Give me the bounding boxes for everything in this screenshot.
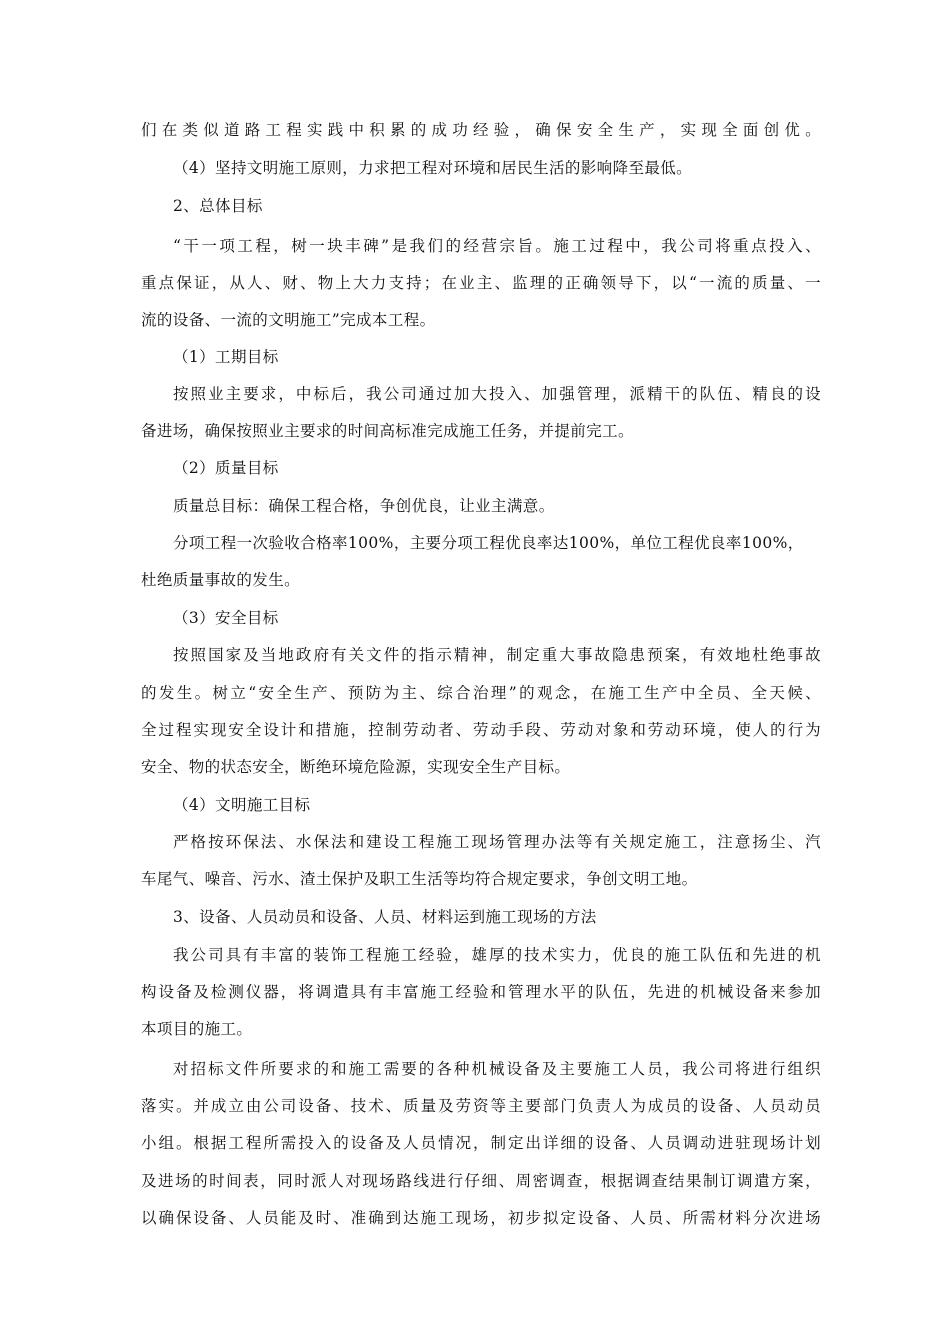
- subheading-safety-goal: （3）安全目标: [173, 609, 279, 627]
- paragraph-line: 备进场，确保按照业主要求的时间高标准完成施工任务，并提前完工。: [141, 422, 634, 440]
- paragraph-line: 分项工程一次验收合格率100%，主要分项工程优良率达100%，单位工程优良率100%，: [173, 534, 804, 552]
- section-heading-overall-goal: 2、总体目标: [173, 197, 263, 215]
- paragraph-line: 的发生。树立“安全生产、预防为主、综合治理”的观念，在施工生产中全员、全天候、: [141, 684, 821, 702]
- subheading-schedule-goal: （1）工期目标: [173, 348, 279, 366]
- paragraph-line: 对招标文件所要求的和施工需要的各种机械设备及主要施工人员，我公司将进行组织: [173, 1060, 821, 1078]
- subheading-quality-goal: （2）质量目标: [173, 459, 279, 477]
- paragraph-line: 构设备及检测仪器，将调遣具有丰富施工经验和管理水平的队伍，先进的机械设备来参加: [141, 983, 821, 1001]
- paragraph-line: 流的设备、一流的文明施工”完成本工程。: [141, 311, 436, 329]
- paragraph-line: 安全、物的状态安全，断绝环境危险源，实现安全生产目标。: [141, 758, 571, 776]
- section-heading-equipment-mobilization: 3、设备、人员动员和设备、人员、材料运到施工现场的方法: [173, 908, 597, 926]
- list-item-principle-4: （4）坚持文明施工原则，力求把工程对环境和居民生活的影响降至最低。: [173, 159, 693, 177]
- paragraph-line: 杜绝质量事故的发生。: [141, 571, 301, 589]
- paragraph-line: 车尾气、噪音、污水、渣土保护及职工生活等均符合规定要求，争创文明工地。: [141, 870, 698, 888]
- paragraph-line-continuation: 们在类似道路工程实践中积累的成功经验，确保安全生产，实现全面创优。: [141, 121, 821, 139]
- paragraph-line: 小组。根据工程所需投入的设备及人员情况，制定出详细的设备、人员调动进驻现场计划: [141, 1134, 821, 1152]
- paragraph-line: 严格按环保法、水保法和建设工程施工现场管理办法等有关规定施工，注意扬尘、汽: [173, 833, 821, 851]
- paragraph-line: “干一项工程，树一块丰碑”是我们的经营宗旨。施工过程中，我公司将重点投入、: [173, 237, 821, 255]
- paragraph-line: 以确保设备、人员能及时、准确到达施工现场，初步拟定设备、人员、所需材料分次进场: [141, 1209, 821, 1227]
- paragraph-line: 落实。并成立由公司设备、技术、质量及劳资等主要部门负责人为成员的设备、人员动员: [141, 1097, 821, 1115]
- paragraph-line: 我公司具有丰富的装饰工程施工经验，雄厚的技术实力，优良的施工队伍和先进的机: [173, 946, 821, 964]
- paragraph-line: 按照国家及当地政府有关文件的指示精神，制定重大事故隐患预案，有效地杜绝事故: [173, 646, 821, 664]
- paragraph-line: 全过程实现安全设计和措施，控制劳动者、劳动手段、劳动对象和劳动环境，使人的行为: [141, 721, 821, 739]
- paragraph-line: 重点保证，从人、财、物上大力支持；在业主、监理的正确领导下，以“一流的质量、一: [141, 274, 821, 292]
- paragraph-line: 本项目的施工。: [141, 1020, 253, 1038]
- paragraph-line: 质量总目标：确保工程合格，争创优良，让业主满意。: [173, 497, 555, 515]
- paragraph-line: 按照业主要求，中标后，我公司通过加大投入、加强管理，派精干的队伍、精良的设: [173, 385, 821, 403]
- subheading-civilized-construction-goal: （4）文明施工目标: [173, 796, 311, 814]
- paragraph-line: 及进场的时间表，同时派人对现场路线进行仔细、周密调查，根据调查结果制订调遣方案，: [141, 1172, 821, 1190]
